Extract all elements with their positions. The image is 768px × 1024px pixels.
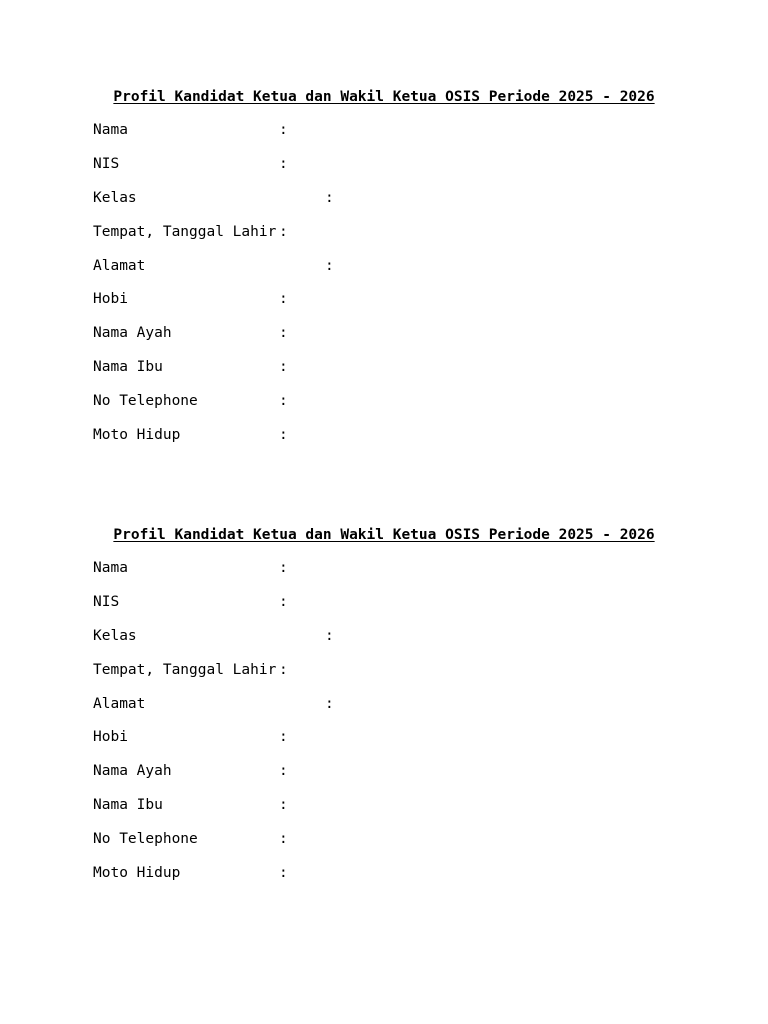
field-separator: : — [279, 560, 288, 576]
field-no-telephone — [0, 391, 768, 411]
field-nama-ibu — [0, 357, 768, 377]
field-label: Nama Ayah — [93, 325, 172, 341]
field-label: Nama — [93, 122, 128, 138]
field-separator: : — [325, 190, 334, 206]
field-tempat-tanggal-lahir — [0, 222, 768, 242]
field-nis — [0, 154, 768, 174]
field-label: Kelas — [93, 628, 137, 644]
field-tempat-tanggal-lahir — [0, 660, 768, 680]
field-label: NIS — [93, 594, 120, 610]
field-label: Moto Hidup — [93, 865, 181, 881]
field-alamat — [0, 694, 768, 714]
form-title: Profil Kandidat Ketua dan Wakil Ketua OSIS Periode 2025 - 2026 — [113, 527, 655, 543]
field-nama-ayah — [0, 323, 768, 343]
field-hobi — [0, 727, 768, 747]
form-title: Profil Kandidat Ketua dan Wakil Ketua OSIS Periode 2025 - 2026 — [113, 89, 655, 105]
field-separator: : — [279, 763, 288, 779]
field-separator: : — [325, 696, 334, 712]
field-label: Alamat — [93, 696, 146, 712]
field-separator: : — [279, 594, 288, 610]
field-nama — [0, 120, 768, 140]
field-separator: : — [325, 628, 334, 644]
field-nis — [0, 592, 768, 612]
field-label: No Telephone — [93, 393, 198, 409]
field-nama-ibu — [0, 795, 768, 815]
field-separator: : — [279, 729, 288, 745]
field-kelas — [0, 626, 768, 646]
field-label: No Telephone — [93, 831, 198, 847]
field-separator: : — [325, 258, 334, 274]
field-nama — [0, 558, 768, 578]
field-label: NIS — [93, 156, 120, 172]
field-label: Nama — [93, 560, 128, 576]
field-label: Nama Ayah — [93, 763, 172, 779]
field-separator: : — [279, 393, 288, 409]
field-separator: : — [279, 831, 288, 847]
field-moto-hidup — [0, 425, 768, 445]
field-label: Hobi — [93, 729, 128, 745]
field-label: Kelas — [93, 190, 137, 206]
field-label: Nama Ibu — [93, 797, 163, 813]
field-separator: : — [279, 122, 288, 138]
field-moto-hidup — [0, 863, 768, 883]
field-label: Alamat — [93, 258, 146, 274]
field-nama-ayah — [0, 761, 768, 781]
field-separator: : — [279, 325, 288, 341]
field-label: Hobi — [93, 291, 128, 307]
field-separator: : — [279, 427, 288, 443]
field-separator: : — [279, 291, 288, 307]
field-alamat — [0, 256, 768, 276]
field-label: Moto Hidup — [93, 427, 181, 443]
field-no-telephone — [0, 829, 768, 849]
field-hobi — [0, 289, 768, 309]
field-label: Tempat, Tanggal Lahir — [93, 224, 277, 240]
field-separator: : — [279, 224, 288, 240]
field-label: Nama Ibu — [93, 359, 163, 375]
field-label: Tempat, Tanggal Lahir — [93, 662, 277, 678]
field-separator: : — [279, 865, 288, 881]
field-separator: : — [279, 662, 288, 678]
field-separator: : — [279, 797, 288, 813]
field-separator: : — [279, 156, 288, 172]
field-kelas — [0, 188, 768, 208]
field-separator: : — [279, 359, 288, 375]
